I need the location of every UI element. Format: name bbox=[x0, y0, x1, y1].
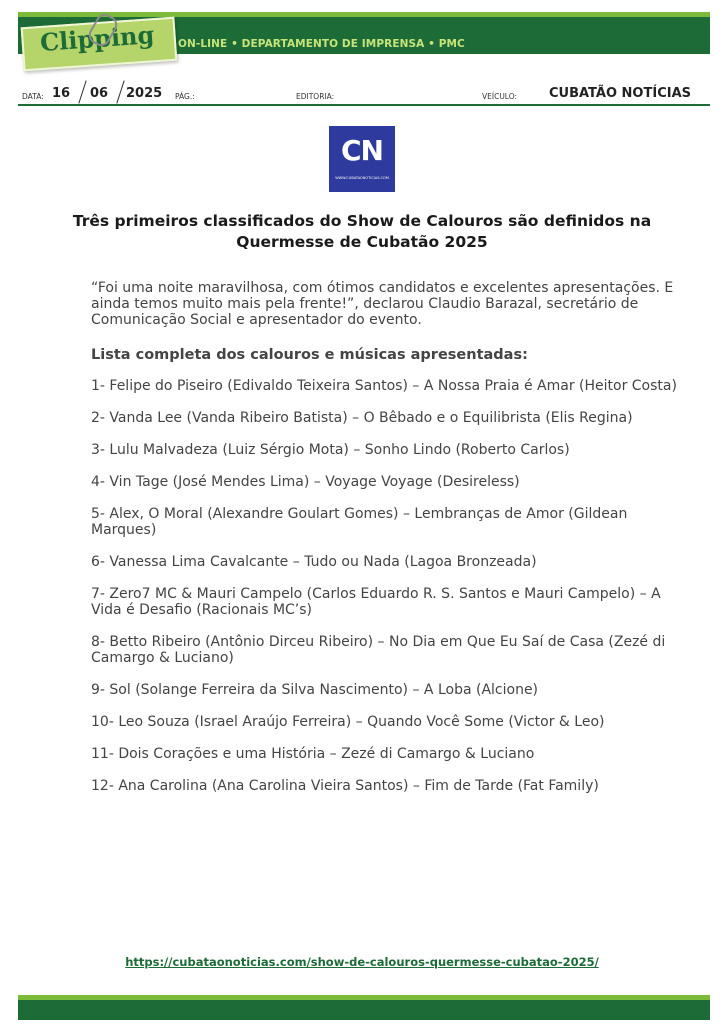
date-separator bbox=[116, 80, 124, 103]
list-item: 8- Betto Ribeiro (Antônio Dirceu Ribeiro) – No Dia em Que Eu Saí de Casa (Zezé di Camargo & Luciano) bbox=[91, 634, 666, 666]
page-label: PÁG.: bbox=[175, 92, 195, 101]
article-body bbox=[91, 280, 681, 794]
list-item: 9- Sol (Solange Ferreira da Silva Nascimento) – A Loba (Alcione) bbox=[91, 682, 539, 698]
cn-logo bbox=[329, 126, 395, 192]
editoria-label: EDITORIA: bbox=[296, 92, 335, 101]
date-year: 2025 bbox=[126, 86, 163, 101]
logo-text: CN bbox=[341, 134, 383, 167]
list-item: 1- Felipe do Piseiro (Edivaldo Teixeira Santos) – A Nossa Praia é Amar (Heitor Costa) bbox=[91, 378, 677, 394]
date-label: DATA: bbox=[22, 92, 44, 101]
list-item: 4- Vin Tage (José Mendes Lima) – Voyage Voyage (Desireless) bbox=[91, 474, 520, 490]
logo-url-text: WWW.CUBATAONOTICIAS.COM bbox=[335, 176, 389, 180]
header-accent-stripe bbox=[18, 12, 710, 17]
list-item: 6- Vanessa Lima Cavalcante – Tudo ou Nada (Lagoa Bronzeada) bbox=[91, 554, 537, 570]
list-item: 3- Lulu Malvadeza (Luiz Sérgio Mota) – Sonho Lindo (Roberto Carlos) bbox=[91, 442, 570, 458]
article-quote: “Foi uma noite maravilhosa, com ótimos candidatos e excelentes apresentações. E ainda temos muito mais pela frente!”, declarou Claudio Barazal, secretário de Comunicação Social e apresentador do evento. bbox=[91, 280, 674, 328]
list-item: 11- Dois Corações e uma História – Zezé di Camargo & Luciano bbox=[91, 746, 535, 762]
veiculo-label: VEÍCULO: bbox=[482, 92, 518, 101]
veiculo-value: CUBATÃO NOTÍCIAS bbox=[549, 86, 691, 101]
header-subtitle: ON-LINE • DEPARTAMENTO DE IMPRENSA • PMC bbox=[178, 38, 465, 50]
date-separator bbox=[78, 80, 86, 103]
clipping-brand: Clipping bbox=[39, 20, 156, 57]
footer-banner bbox=[18, 1000, 710, 1020]
date-month: 06 bbox=[90, 86, 109, 101]
date-day: 16 bbox=[52, 86, 71, 101]
list-item: 2- Vanda Lee (Vanda Ribeiro Batista) – O Bêbado e o Equilibrista (Elis Regina) bbox=[91, 410, 633, 426]
list-item: 7- Zero7 MC & Mauri Campelo (Carlos Eduardo R. S. Santos e Mauri Campelo) – A Vida é Desafio (Racionais MC’s) bbox=[91, 586, 661, 618]
article-title: Três primeiros classificados do Show de Calouros são definidos na Quermesse de Cubatão 2025 bbox=[72, 212, 652, 251]
meta-row bbox=[22, 86, 712, 106]
list-heading: Lista completa dos calouros e músicas apresentadas: bbox=[91, 347, 528, 363]
source-link[interactable]: https://cubataonoticias.com/show-de-calouros-quermesse-cubatao-2025/ bbox=[125, 955, 599, 969]
list-item: 10- Leo Souza (Israel Araújo Ferreira) – Quando Você Some (Victor & Leo) bbox=[91, 714, 605, 730]
list-item: 12- Ana Carolina (Ana Carolina Vieira Santos) – Fim de Tarde (Fat Family) bbox=[91, 778, 599, 794]
list-item: 5- Alex, O Moral (Alexandre Goulart Gomes) – Lembranças de Amor (Gildean Marques) bbox=[91, 506, 628, 538]
meta-divider bbox=[18, 104, 710, 106]
